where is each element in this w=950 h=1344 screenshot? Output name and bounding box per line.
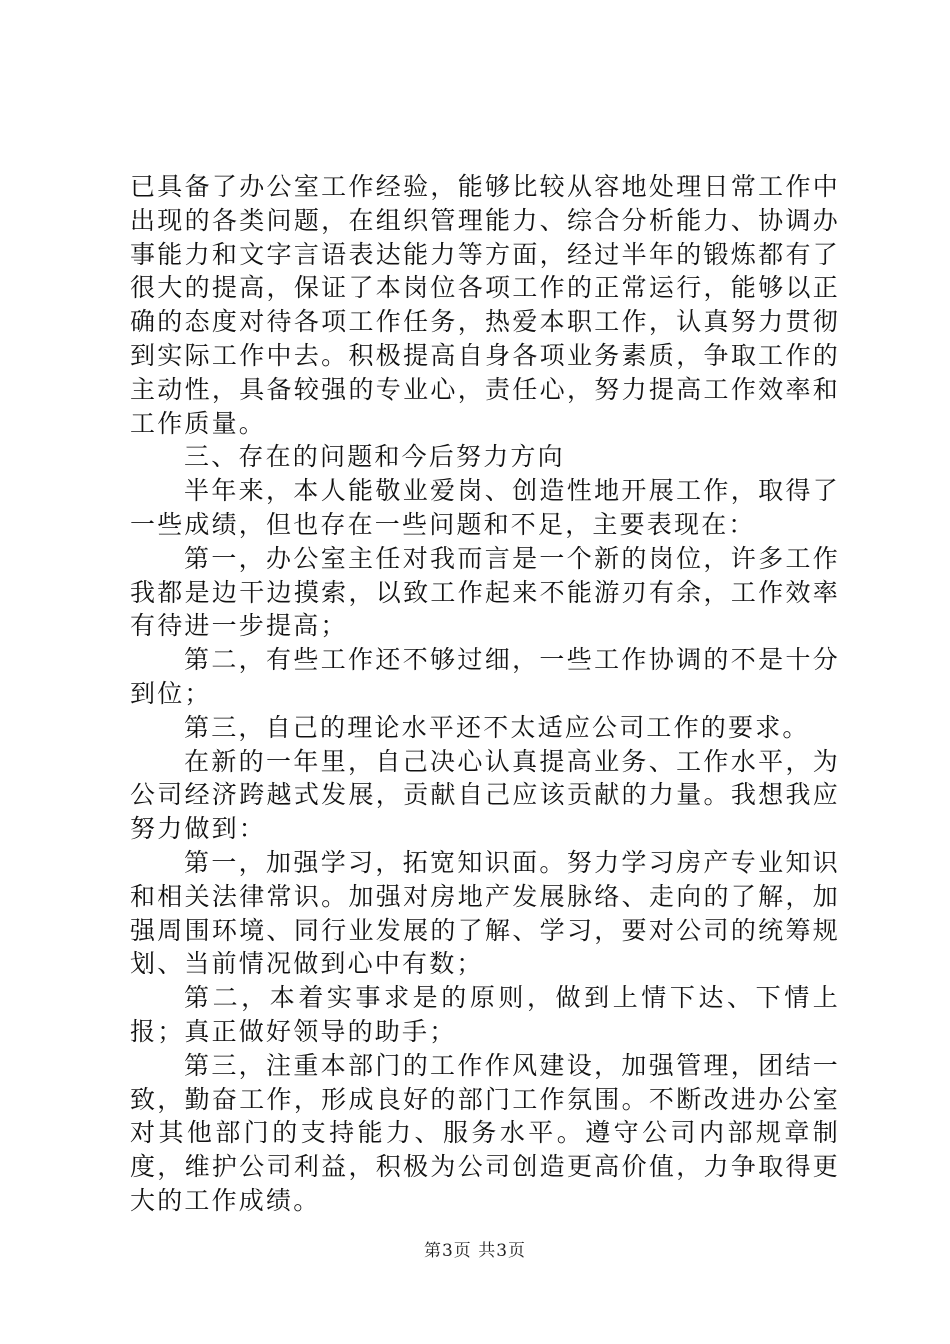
list-item: 第三，注重本部门的工作作风建设，加强管理，团结一致，勤奋工作，形成良好的部门工作氛围。不断改进办公室对其他部门的支持能力、服务水平。遵守公司内部规章制度，维护公司利益，积极为公司创造更高价值，力争取得更大的工作成绩。 xyxy=(130,1050,840,1215)
list-item: 第一，办公室主任对我而言是一个新的岗位，许多工作我都是边干边摸索，以致工作起来不能游刃有余，工作效率有待进一步提高； xyxy=(130,543,840,641)
page-number-footer: 第3页 共3页 xyxy=(423,1241,527,1261)
list-item: 第二，有些工作还不够过细，一些工作协调的不是十分到位； xyxy=(130,645,840,708)
list-item: 第二，本着实事求是的原则，做到上情下达、下情上报；真正做好领导的助手； xyxy=(130,983,840,1046)
body-paragraph: 半年来，本人能敬业爱岗、创造性地开展工作，取得了一些成绩，但也存在一些问题和不足，主要表现在： xyxy=(130,476,840,539)
body-paragraph: 在新的一年里，自己决心认真提高业务、工作水平，为公司经济跨越式发展，贡献自己应该贡献的力量。我想我应努力做到： xyxy=(130,746,840,844)
section-heading: 三、存在的问题和今后努力方向 xyxy=(184,442,565,472)
body-paragraph: 已具备了办公室工作经验，能够比较从容地处理日常工作中出现的各类问题，在组织管理能力、综合分析能力、协调办事能力和文字言语表达能力等方面，经过半年的锻炼都有了很大的提高，保证了本岗位各项工作的正常运行，能够以正确的态度对待各项工作任务，热爱本职工作，认真努力贯彻到实际工作中去。积极提高自身各项业务素质，争取工作的主动性，具备较强的专业心，责任心，努力提高工作效率和工作质量。 xyxy=(130,172,840,438)
document-body xyxy=(130,170,840,1218)
list-item: 第一，加强学习，拓宽知识面。努力学习房产专业知识和相关法律常识。加强对房地产发展脉络、走向的了解，加强周围环境、同行业发展的了解、学习，要对公司的统筹规划、当前情况做到心中有数； xyxy=(130,847,840,979)
list-item: 第三，自己的理论水平还不太适应公司工作的要求。 xyxy=(184,712,810,742)
